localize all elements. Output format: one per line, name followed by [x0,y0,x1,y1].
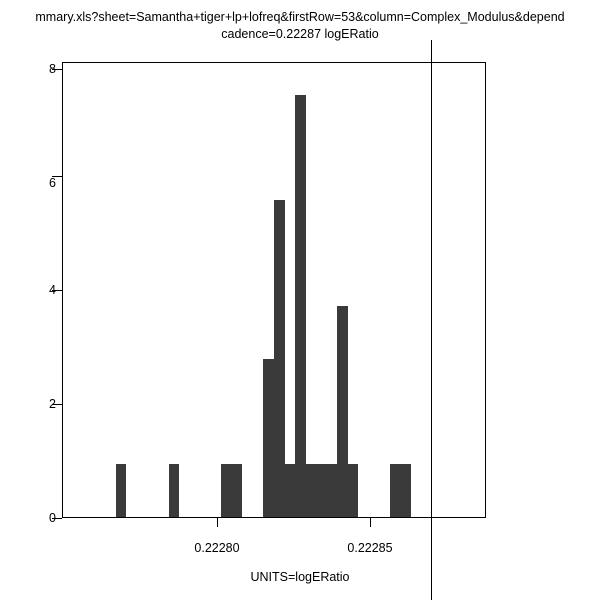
histogram-bar [221,464,232,517]
chart-title-line-1: mmary.xls?sheet=Samantha+tiger+lp+lofreq&firstRow=53&column=Complex_Modulus&depend [35,10,565,24]
histogram-bar [348,464,359,517]
histogram-bar [295,95,306,517]
histogram-bar [169,464,180,517]
histogram-bar [306,464,317,517]
plot-area [62,62,486,518]
histogram-bars [63,63,485,517]
x-axis-label-2: 0.22285 [347,541,393,555]
y-axis-label-6: 6 [49,176,56,190]
histogram-bar [263,359,274,517]
y-axis-label-0: 0 [49,511,56,525]
x-tick-mark [217,518,218,527]
histogram-bar [401,464,412,517]
cadence-marker-line [431,40,432,600]
x-axis-title: UNITS=logERatio [250,570,350,584]
histogram-bar [327,464,338,517]
x-tick-mark [370,518,371,527]
y-axis-label-4: 4 [49,283,56,297]
histogram-bar [116,464,127,517]
y-axis-label-8: 8 [49,62,56,76]
chart-title-line-2: cadence=0.22287 logERatio [221,27,379,41]
histogram-bar [232,464,243,517]
y-axis-label-2: 2 [49,397,56,411]
x-axis-label-1: 0.22280 [194,541,240,555]
histogram-bar [337,306,348,517]
histogram-bar [316,464,327,517]
histogram-bar [285,464,296,517]
histogram-bar [274,200,285,517]
histogram-bar [390,464,401,517]
